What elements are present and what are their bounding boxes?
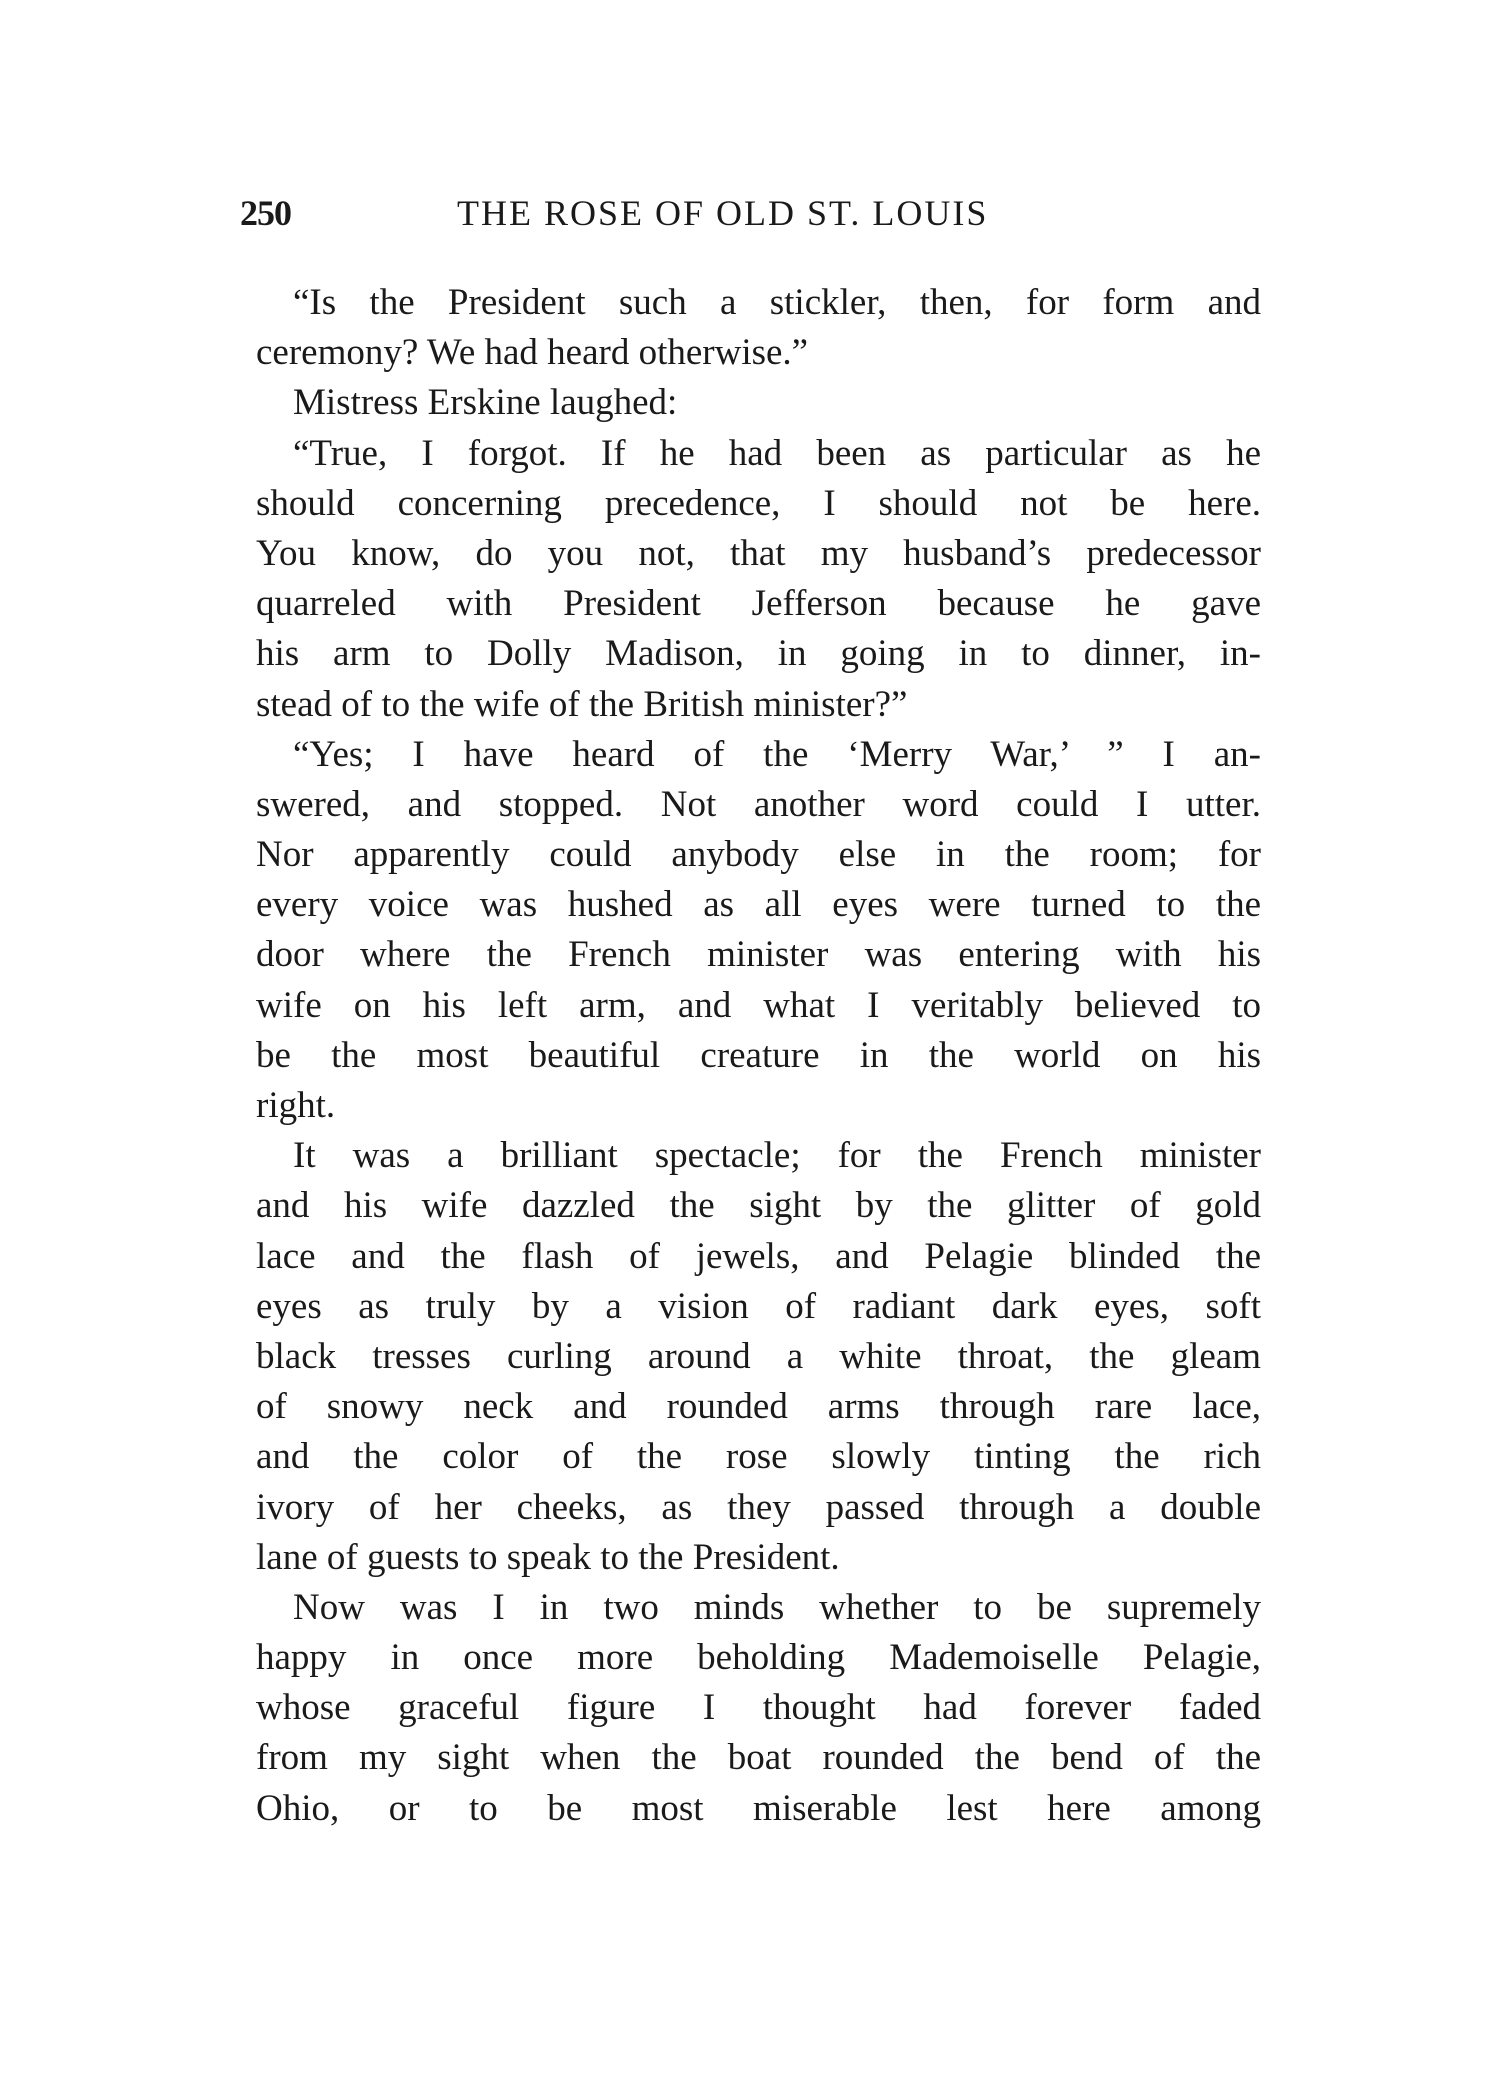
text-line: stead of to the wife of the British minister?” bbox=[256, 683, 908, 725]
text-line: from my sight when the boat rounded the bend of the bbox=[256, 1737, 1261, 1779]
text-line: “True, I forgot. If he had been as particular as he bbox=[293, 432, 1261, 474]
text-line: black tresses curling around a white throat, the gleam bbox=[256, 1335, 1261, 1377]
text-line: should concerning precedence, I should not be here. bbox=[256, 482, 1261, 524]
text-line: “Is the President such a stickler, then, for form and bbox=[293, 282, 1261, 323]
text-line: Nor apparently could anybody else in the room; for bbox=[256, 834, 1261, 876]
text-line: ceremony? We had heard otherwise.” bbox=[256, 332, 809, 374]
text-line: door where the French minister was entering with his bbox=[256, 934, 1261, 976]
text-line: of snowy neck and rounded arms through rare lace, bbox=[256, 1386, 1261, 1428]
text-line: quarreled with President Jefferson because he gave bbox=[256, 583, 1261, 625]
text-line: swered, and stopped. Not another word could I utter. bbox=[256, 783, 1261, 825]
text-line: happy in once more beholding Mademoiselle Pelagie, bbox=[256, 1637, 1261, 1679]
text-line: You know, do you not, that my husband’s predecessor bbox=[256, 532, 1261, 574]
text-line: lace and the flash of jewels, and Pelagie blinded the bbox=[256, 1235, 1261, 1277]
text-line: right. bbox=[256, 1085, 336, 1126]
text-line: Ohio, or to be most miserable lest here among bbox=[256, 1787, 1261, 1829]
text-line: every voice was hushed as all eyes were turned to the bbox=[256, 884, 1261, 926]
text-line: and his wife dazzled the sight by the glitter of gold bbox=[256, 1185, 1261, 1227]
text-line: Mistress Erskine laughed: bbox=[293, 382, 678, 424]
body-text bbox=[256, 278, 1261, 1834]
text-line: Now was I in two minds whether to be supremely bbox=[293, 1586, 1261, 1628]
page-number: 250 bbox=[240, 193, 291, 233]
text-line: It was a brilliant spectacle; for the French minister bbox=[293, 1135, 1261, 1177]
text-line: whose graceful figure I thought had forever faded bbox=[256, 1687, 1261, 1729]
text-line: eyes as truly by a vision of radiant dark eyes, soft bbox=[256, 1285, 1261, 1327]
text-line: wife on his left arm, and what I veritably believed to bbox=[256, 984, 1261, 1026]
running-header bbox=[240, 192, 1085, 242]
text-line: his arm to Dolly Madison, in going in to dinner, in- bbox=[256, 633, 1261, 675]
text-line: be the most beautiful creature in the world on his bbox=[256, 1034, 1261, 1076]
text-line: “Yes; I have heard of the ‘Merry War,’ ” I an- bbox=[293, 733, 1261, 775]
text-line: and the color of the rose slowly tinting the rich bbox=[256, 1436, 1261, 1478]
text-line: ivory of her cheeks, as they passed through a double bbox=[256, 1486, 1261, 1528]
text-line: lane of guests to speak to the President. bbox=[256, 1536, 840, 1578]
running-title: THE ROSE OF OLD ST. LOUIS bbox=[457, 193, 989, 233]
